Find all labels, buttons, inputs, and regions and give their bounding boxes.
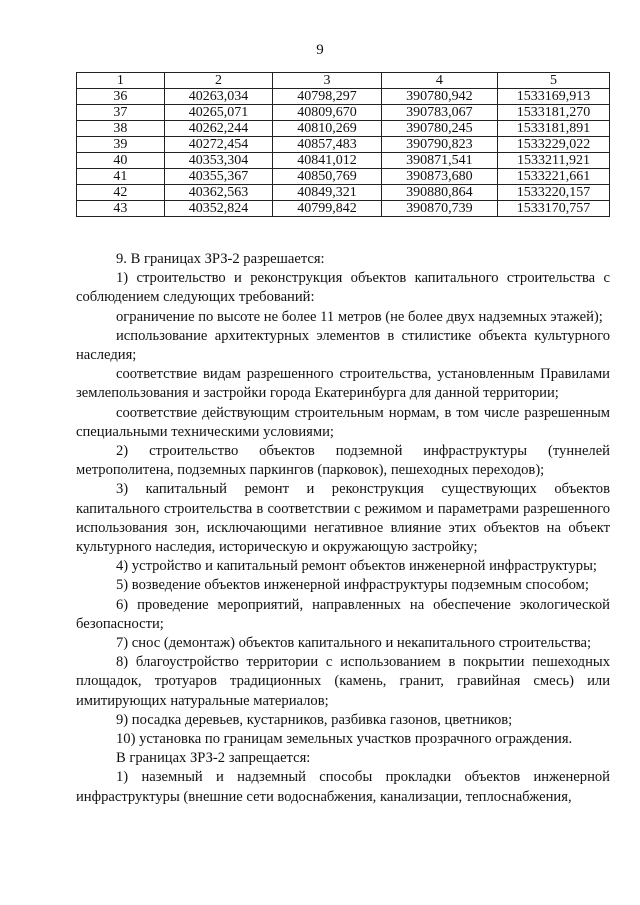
paragraph: 2) строительство объектов подземной инфраструктуры (туннелей метрополитена, подземных паркингов (парковок), пешеходных переходов); (76, 443, 610, 479)
table-cell: 390780,942 (381, 89, 497, 105)
paragraph: 1) наземный и надземный способы прокладки объектов инженерной инфраструктуры (внешние сети водоснабжения, канализации, теплоснабжения, (76, 769, 610, 805)
table-cell: 40849,321 (273, 185, 381, 201)
table-header-cell: 4 (381, 73, 497, 89)
table-cell: 40272,454 (164, 137, 272, 153)
paragraph: В границах ЗРЗ-2 запрещается: (116, 750, 311, 767)
table-row (77, 89, 610, 105)
table-row (77, 201, 610, 217)
table-cell: 390880,864 (381, 185, 497, 201)
paragraph: 10) установка по границам земельных участков прозрачного ограждения. (116, 731, 573, 748)
paragraph: 9. В границах ЗРЗ-2 разрешается: (116, 251, 325, 267)
table-cell: 390873,680 (381, 169, 497, 185)
table-cell: 40262,244 (164, 121, 272, 137)
table-cell: 40841,012 (273, 153, 381, 169)
table-header-cell: 1 (77, 73, 165, 89)
table-cell: 36 (77, 89, 165, 105)
table-row (77, 169, 610, 185)
paragraph: соответствие видам разрешенного строительства, установленным Правилами землепользования и застройки города Екатеринбурга для данной территории; (76, 366, 610, 402)
table-cell: 40850,769 (273, 169, 381, 185)
page-number: 9 (316, 42, 324, 58)
table-row (77, 153, 610, 169)
table-cell: 1533229,022 (497, 137, 609, 153)
paragraph: 3) капитальный ремонт и реконструкция существующих объектов капитального строительства в соответствии с режимом и параметрами разрешенного использования зон, исключающими негативное влияние этих объектов на объект культурного наследия, историческую и окружающую застройку; (76, 481, 610, 556)
table-cell: 390780,245 (381, 121, 497, 137)
table-row (77, 121, 610, 137)
table-cell: 1533221,661 (497, 169, 609, 185)
table-cell: 1533220,157 (497, 185, 609, 201)
table-cell: 40352,824 (164, 201, 272, 217)
table-header-row (77, 73, 610, 89)
paragraph: использование архитектурных элементов в стилистике объекта культурного наследия; (76, 327, 610, 364)
table-cell: 41 (77, 169, 165, 185)
table-header-cell: 2 (164, 73, 272, 89)
table-cell: 390870,739 (381, 201, 497, 217)
paragraph: соответствие действующим строительным нормам, в том числе разрешенным специальными техническими условиями; (76, 404, 610, 440)
table-header-cell: 5 (497, 73, 609, 89)
table-cell: 1533211,921 (497, 153, 609, 169)
paragraph: 6) проведение мероприятий, направленных на обеспечение экологической безопасности; (76, 596, 610, 632)
paragraph: 9) посадка деревьев, кустарников, разбивка газонов, цветников; (116, 711, 513, 728)
table-cell: 40265,071 (164, 105, 272, 121)
table-cell: 40 (77, 153, 165, 169)
table-cell: 40355,367 (164, 169, 272, 185)
table-cell: 37 (77, 105, 165, 121)
paragraph: 7) снос (демонтаж) объектов капитального и некапитального строительства; (116, 635, 592, 652)
table-cell: 390790,823 (381, 137, 497, 153)
table-header-cell: 3 (273, 73, 381, 89)
paragraph: ограничение по высоте не более 11 метров (не более двух надземных этажей); (116, 308, 603, 325)
table-cell: 40798,297 (273, 89, 381, 105)
table-cell: 390783,067 (381, 105, 497, 121)
table-cell: 40809,670 (273, 105, 381, 121)
table-cell: 40810,269 (273, 121, 381, 137)
paragraph: 8) благоустройство территории с использованием в покрытии пешеходных площадок, тротуаров традиционных (камень, гранит, гравийная смесь) или имитирующих натуральные материалов; (76, 654, 610, 709)
table-cell: 390871,541 (381, 153, 497, 169)
table-cell: 40857,483 (273, 137, 381, 153)
table-cell: 1533170,757 (497, 201, 609, 217)
table-row (77, 185, 610, 201)
table-cell: 40362,563 (164, 185, 272, 201)
paragraph: 5) возведение объектов инженерной инфраструктуры подземным способом; (116, 577, 589, 594)
table-cell: 1533181,270 (497, 105, 609, 121)
table-cell: 40799,842 (273, 201, 381, 217)
table-cell: 40353,304 (164, 153, 272, 169)
table-row (77, 137, 610, 153)
paragraph: 1) строительство и реконструкция объектов капитального строительства с соблюдением следующих требований: (76, 270, 610, 306)
table-row (77, 105, 610, 121)
document-body (76, 250, 610, 807)
paragraph: 4) устройство и капитальный ремонт объектов инженерной инфраструктуры; (116, 558, 597, 575)
table-cell: 38 (77, 121, 165, 137)
table-cell: 42 (77, 185, 165, 201)
coordinates-table (76, 72, 610, 217)
table-cell: 43 (77, 201, 165, 217)
table-cell: 1533181,891 (497, 121, 609, 137)
table-cell: 40263,034 (164, 89, 272, 105)
table-cell: 39 (77, 137, 165, 153)
table-cell: 1533169,913 (497, 89, 609, 105)
